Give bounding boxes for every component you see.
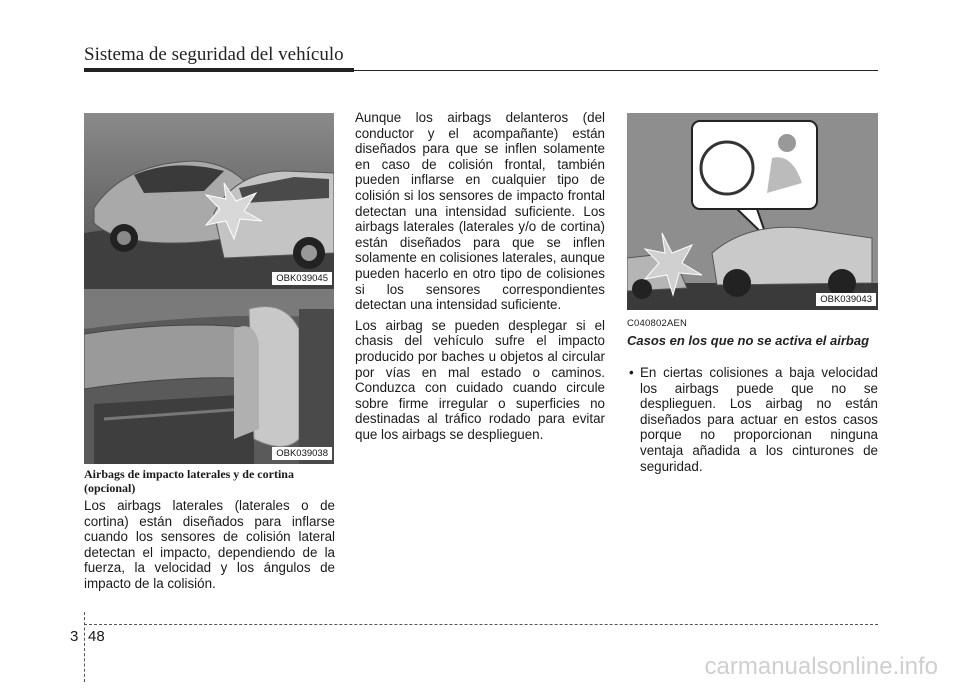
- curtain-airbag-drawing: [84, 289, 334, 464]
- figure-code-label: OBK039043: [816, 293, 876, 306]
- figure-caption: Airbags de impacto laterales y de cortina (opcional): [84, 467, 294, 495]
- footer-dashed-rule: [84, 624, 878, 625]
- curtain-airbag-illustration: [84, 289, 334, 464]
- text-column-middle: [355, 110, 605, 442]
- bullet-list-item: [627, 365, 878, 474]
- header-rule: [354, 70, 878, 71]
- body-paragraph: Aunque los airbags delanteros (del conductor y el acompañante) están diseñados para que se inflen solamente en caso de colisión frontal, también pueden inflarse en cualquier tipo de colisión si los sensores de impacto frontal detectan una intensidad suficiente. Los airbags laterales (laterales y/o de cortina) están diseñados para que se inflen solamente en colisiones laterales, aunque pueden hacerlo en otro tipo de colisiones si los sensores correspondientes detectan una intensidad suficiente.: [355, 110, 605, 313]
- figure-code-label: OBK039045: [272, 272, 332, 285]
- page-number: 48: [88, 628, 105, 645]
- watermark-text: carmanualsonline.info: [704, 653, 938, 680]
- rear-collision-drawing: [627, 113, 878, 310]
- page-header-title: Sistema de seguridad del vehículo: [84, 44, 344, 65]
- section-code: C040802AEN: [627, 318, 688, 329]
- figure-code-label: OBK039038: [272, 447, 332, 460]
- footer-dashed-divider: [84, 612, 85, 682]
- header-bar: [84, 68, 354, 72]
- rear-collision-illustration: [627, 113, 878, 310]
- side-collision-illustration: [84, 113, 334, 289]
- bullet-icon: •: [629, 365, 634, 380]
- bullet-text: En ciertas colisiones a baja velocidad los airbags puede que no se desplieguen. Los airbag no están diseñados para actuar en estos casos porque no proporcionan ninguna ventaja añadida a los cinturones de seguridad.: [640, 365, 878, 474]
- section-number: 3: [70, 628, 79, 645]
- body-paragraph: Los airbag se pueden desplegar si el chasis del vehículo sufre el impacto producido por baches u objetos al circular por vías en mal estado o caminos. Conduzca con cuidado cuando circule sobre firme irregular o superficies no destinadas al tráfico rodado para evitar que los airbags se desplieguen.: [355, 317, 605, 442]
- body-paragraph: Los airbags laterales (laterales o de cortina) están diseñados para inflarse cuando los sensores de colisión lateral detectan el impacto, dependiendo de la fuerza, la velocidad y los ángulos de impacto de la colisión.: [84, 498, 335, 591]
- side-collision-drawing: [84, 113, 334, 289]
- section-heading: Casos en los que no se activa el airbag: [627, 333, 870, 348]
